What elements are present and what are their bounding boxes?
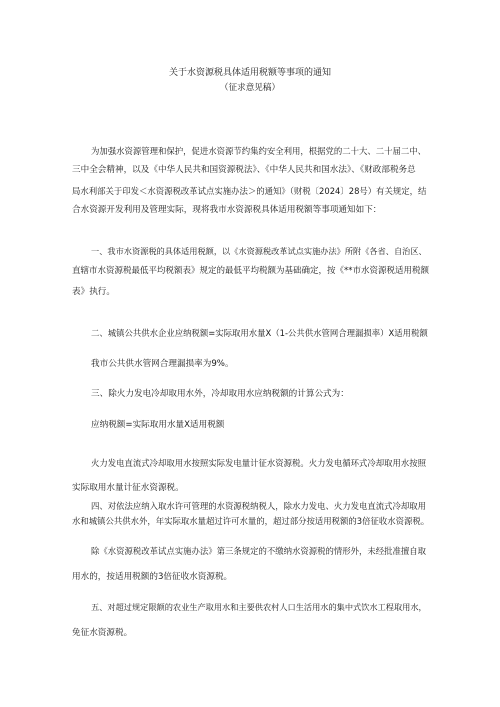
paragraph-line: 四、对依法应纳入取水许可管理的水资源税纳税人，除水力发电、火力发电直流式冷却取用 xyxy=(91,501,426,511)
paragraph-line: 三中全会精神，以及《中华人民共和国资源税法》、《中华人民共和国水法》、《财政部税务总 xyxy=(72,165,416,175)
paragraph-line: 合水资源开发利用及管理实际，现将我市水资源税具体适用税额等事项通知如下： xyxy=(72,205,382,215)
paragraph-line: 除《水资源税改革试点实施办法》第三条规定的不缴纳水资源税的情形外，未经批准擅自取 xyxy=(91,546,426,556)
paragraph-line: 用水的，按适用税额的3倍征收水资源税。 xyxy=(72,572,233,582)
document-title: 关于水资源税具体适用税额等事项的通知 xyxy=(168,68,331,78)
paragraph-line: 局水利部关于印发＜水资源税改革试点实施办法＞的通知》（财税〔2024〕28号）有关规定，结 xyxy=(72,186,427,196)
paragraph-line: 实际取用水量计征水资源税。 xyxy=(72,483,184,493)
paragraph-line: 五、对超过规定限额的农业生产取用水和主要供农村人口生活用水的集中式饮水工程取用水， xyxy=(91,602,427,612)
paragraph-line: 三、除火力发电冷却取用水外，冷却取用水应纳税额的计算公式为： xyxy=(91,389,349,399)
paragraph-line: 直辖市水资源税最低平均税额表》规定的最低平均税额为基础确定，按《**市水资源税适用税额 xyxy=(72,266,430,276)
paragraph-line: 二、城镇公共供水企业应纳税额=实际取用水量X（1-公共供水管网合理漏损率）X适用税额 xyxy=(91,328,428,338)
paragraph-line: 为加强水资源管理和保护，促进水资源节约集约安全利用，根据党的二十大、二十届二中、 xyxy=(91,146,426,156)
paragraph-line: 免征水资源税。 xyxy=(72,628,133,638)
paragraph-line: 表》执行。 xyxy=(72,287,115,297)
paragraph-line: 水和城镇公共供水外，年实际取水量超过许可水量的，超过部分按适用税额的3倍征收水资源税。 xyxy=(72,516,430,526)
paragraph-line: 应纳税额=实际取用水量X适用税额 xyxy=(91,420,225,430)
paragraph-line: 一、我市水资源税的具体适用税额，以《水资源税改革试点实施办法》所附《各省、自治区、 xyxy=(91,246,427,256)
paragraph-line: 我市公共供水管网合理漏损率为9%。 xyxy=(91,359,234,369)
paragraph-line: 火力发电直流式冷却取用水按照实际发电量计征水资源税。火力发电循环式冷却取用水按照 xyxy=(91,458,426,468)
document-subtitle: （征求意见稿） xyxy=(219,83,281,93)
